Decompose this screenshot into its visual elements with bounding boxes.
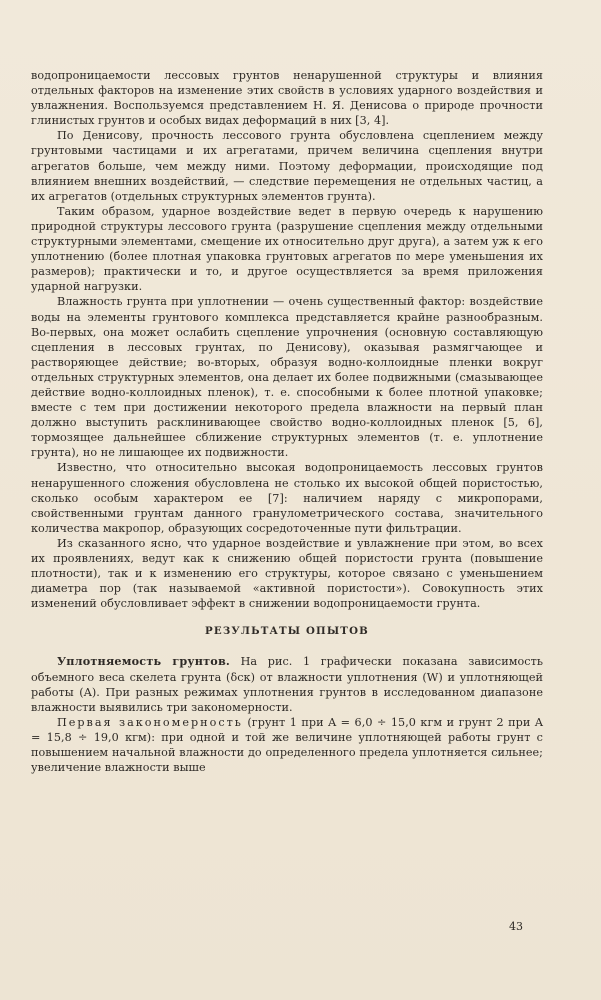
section-heading: РЕЗУЛЬТАТЫ ОПЫТОВ — [205, 625, 369, 638]
paragraph: Из сказанного ясно, что ударное воздействие и увлажнение при этом, во всех их проявлениях, ведут как к снижению общей пористости грунта (повышение плотности), так и к изменению его структуры, которое связано с уменьшением диаметра пор (так называемой «активной пористости»). Совокупность этих изменений обусловливает эффект в снижении водопроницаемости грунта. — [31, 536, 543, 611]
paragraph-lead: Первая закономерность — [57, 715, 243, 729]
body-text — [31, 68, 543, 775]
paragraph: Известно, что относительно высокая водопроницаемость лессовых грунтов ненарушенного сложения обусловлена не столько их высокой общей пористостью, сколько особым характером ее [7]: наличием наряду с микропорами, свойственными грунтам данного гранулометрического состава, значительного количества макропор, образующих сосредоточенные пути фильтрации. — [31, 461, 543, 535]
paragraph: По Денисову, прочность лессового грунта обусловлена сцеплением между грунтовыми частицами и их агрегатами, причем величина сцепления внутри агрегатов больше, чем между ними. Поэтому деформации, происходящие под влиянием внешних воздействий, — следствие перемещения не отдельных частиц, а их агрегатов (отдельных структурных элементов грунта). — [31, 129, 543, 203]
page-number: 43 — [509, 920, 523, 933]
paragraph — [31, 715, 543, 775]
paragraph-lead: Уплотняемость грунтов. — [57, 654, 231, 669]
paragraph-body: (грунт 1 при A = 6,0 ÷ 15,0 кгм и грунт 2 при A = 15,8 ÷ 19,0 кгм): при одной и той же величине уплотняющей работы грунт с повышением начальной влажности до определенного предела уплотняется сильнее; увеличение влажности выше — [31, 715, 543, 775]
paragraph — [31, 654, 543, 714]
paragraph-body: На рис. 1 графически показана зависимость объемного веса скелета грунта (δск) от влажности уплотнения (W) и уплотняющей работы (A). При разных режимах уплотнения грунтов в исследованном диапазоне влажности выявились три закономерности. — [31, 655, 543, 714]
paragraph: водопроницаемости лессовых грунтов ненарушенной структуры и влияния отдельных факторов на изменение этих свойств в условиях ударного воздействия и увлажнения. Воспользуемся представлением Н. Я. Денисова о природе прочности глинистых грунтов и особых видах деформаций в них [3, 4]. — [31, 69, 543, 128]
paragraph: Влажность грунта при уплотнении — очень существенный фактор: воздействие воды на элементы грунтового комплекса представляется крайне разнообразным. Во-первых, она может ослабить сцепление упрочнения (основную составляющую сцепления в лессовых грунтах, по Денисову), оказывая размягчающее и растворяющее действие; во-вторых, образуя водно-коллоидные пленки вокруг отдельных структурных элементов, она делает их более подвижными (смазывающее действие водно-коллоидных пленок), т. е. способными к более плотной упаковке; вместе с тем при достижении некоторого предела влажности на первый план должно выступить расклинивающее свойство водно-коллоидных пленок [5, 6], тормозящее дальнейшее сближение структурных элементов (т. е. уплотнение грунта), но не лишающее их подвижности. — [31, 295, 543, 460]
paragraph: Таким образом, ударное воздействие ведет в первую очередь к нарушению природной структуры лессового грунта (разрушение сцепления между отдельными структурными элементами, смещение их относительно друг друга), а затем уж к его уплотнению (более плотная упаковка грунтовых агрегатов по мере уменьшения их размеров); практически и то, и другое осуществляется за время приложения ударной нагрузки. — [31, 204, 543, 294]
